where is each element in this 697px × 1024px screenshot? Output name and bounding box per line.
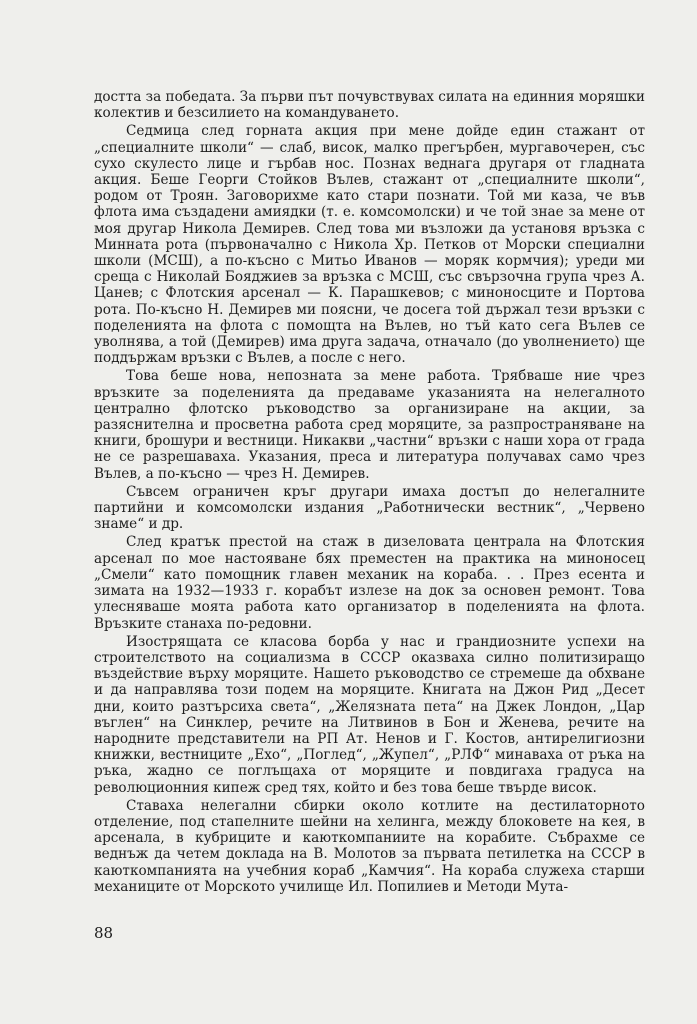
paragraph: Изострящата се класова борба у нас и грандиозните успехи на строителството на социализма в СССР оказваха силно политизиращо въздействие върху моряците. Нашето ръководство се стремеше да обхване и да направлява този подем на моряците. Книгата на Джон Рид „Десет дни, които разтърсиха света“, „Желязната пета“ на Джек Лондон, „Цар въглен“ на Синклер, речите на Литвинов в Бон и Женева, речите на народните представители на РП Ат. Ненов и Г. Костов, антирелигиозни книжки, вестниците „Ехо“, „Поглед“, „Жупел“, „РЛФ“ минаваха от ръка на ръка, жадно се поглъщаха от моряците и повдигаха градуса на революционния кипеж сред тях, който и без това беше твърде висок. <box>94 633 645 796</box>
paragraph: Седмица след горната акция при мене дойде един стажант от „специалните школи“ — слаб, висок, малко прегърбен, мургавочерен, със сухо скулесто лице и гърбав нос. Познах веднага другаря от гладната акция. Беше Георги Стойков Вълев, стажант от „специалните школи“, родом от Троян. Заговорихме като стари познати. Той ми каза, че във флота има създадени амиядки (т. е. комсомолски) и че той знае за мене от моя другар Никола Демирев. След това ми възложи да установя връзка с Минната рота (първоначално с Никола Хр. Петков от Морски специални школи (МСШ), а по-късно с Митьо Иванов — моряк кормчия); уреди ми среща с Николай Бояджиев за връзка с МСШ, със свързочна група чрез А. Цанев; с Флотския арсенал — К. Парашкевов; с миноносците и Портова рота. По-късно Н. Демирев ми поясни, че досега той държал тези връзки с поделенията на флота с помощта на Вълев, но тъй като сега Вълев се уволнява, а той (Демирев) има друга задача, отначало (до уволнението) ще поддържам връзки с Вълев, а после с него. <box>94 123 645 367</box>
body-text <box>94 89 645 897</box>
paragraph: достта за победата. За първи път почувствувах силата на единния моряшки колектив и безсилието на командуването. <box>94 89 645 122</box>
paragraph: Ставаха нелегални сбирки около котлите на дестилаторното отделение, под стапелните шейни на хелинга, между блоковете на кея, в арсенала, в кубриците и каюткомпаниите на корабите. Събрахме се веднъж да четем доклада на В. Молотов за първата петилетка на СССР в каюткомпанията на учебния кораб „Камчия“. На кораба служеха старши механиците от Морското училище Ил. Попилиев и Методи Мута- <box>94 797 645 895</box>
paragraph: Това беше нова, непозната за мене работа. Трябваше ние чрез връзките за поделенията да предаваме указанията на нелегалното централно флотско ръководство за организиране на акции, за разяснителна и просветна работа сред моряците, за разпространяване на книги, брошури и вестници. Никакви „частни“ връзки с наши хора от града не се разрешаваха. Указания, преса и литература получавах само чрез Вълев, а по-късно — чрез Н. Демирев. <box>94 368 645 482</box>
paragraph: Съвсем ограничен кръг другари имаха достъп до нелегалните партийни и комсомолски издания „Работнически вестник“, „Червено знаме“ и др. <box>94 483 645 533</box>
paragraph: След кратък престой на стаж в дизеловата централа на Флотския арсенал по мое настояване бях преместен на практика на миноносец „Смели“ като помощник главен механик на кораба. . . През есента и зимата на 1932—1933 г. корабът излезе на док за основен ремонт. Това улесняваше моята работа като организатор в поделенията на флота. Връзките станаха по-редовни. <box>94 534 645 632</box>
page-number: 88 <box>94 924 114 942</box>
